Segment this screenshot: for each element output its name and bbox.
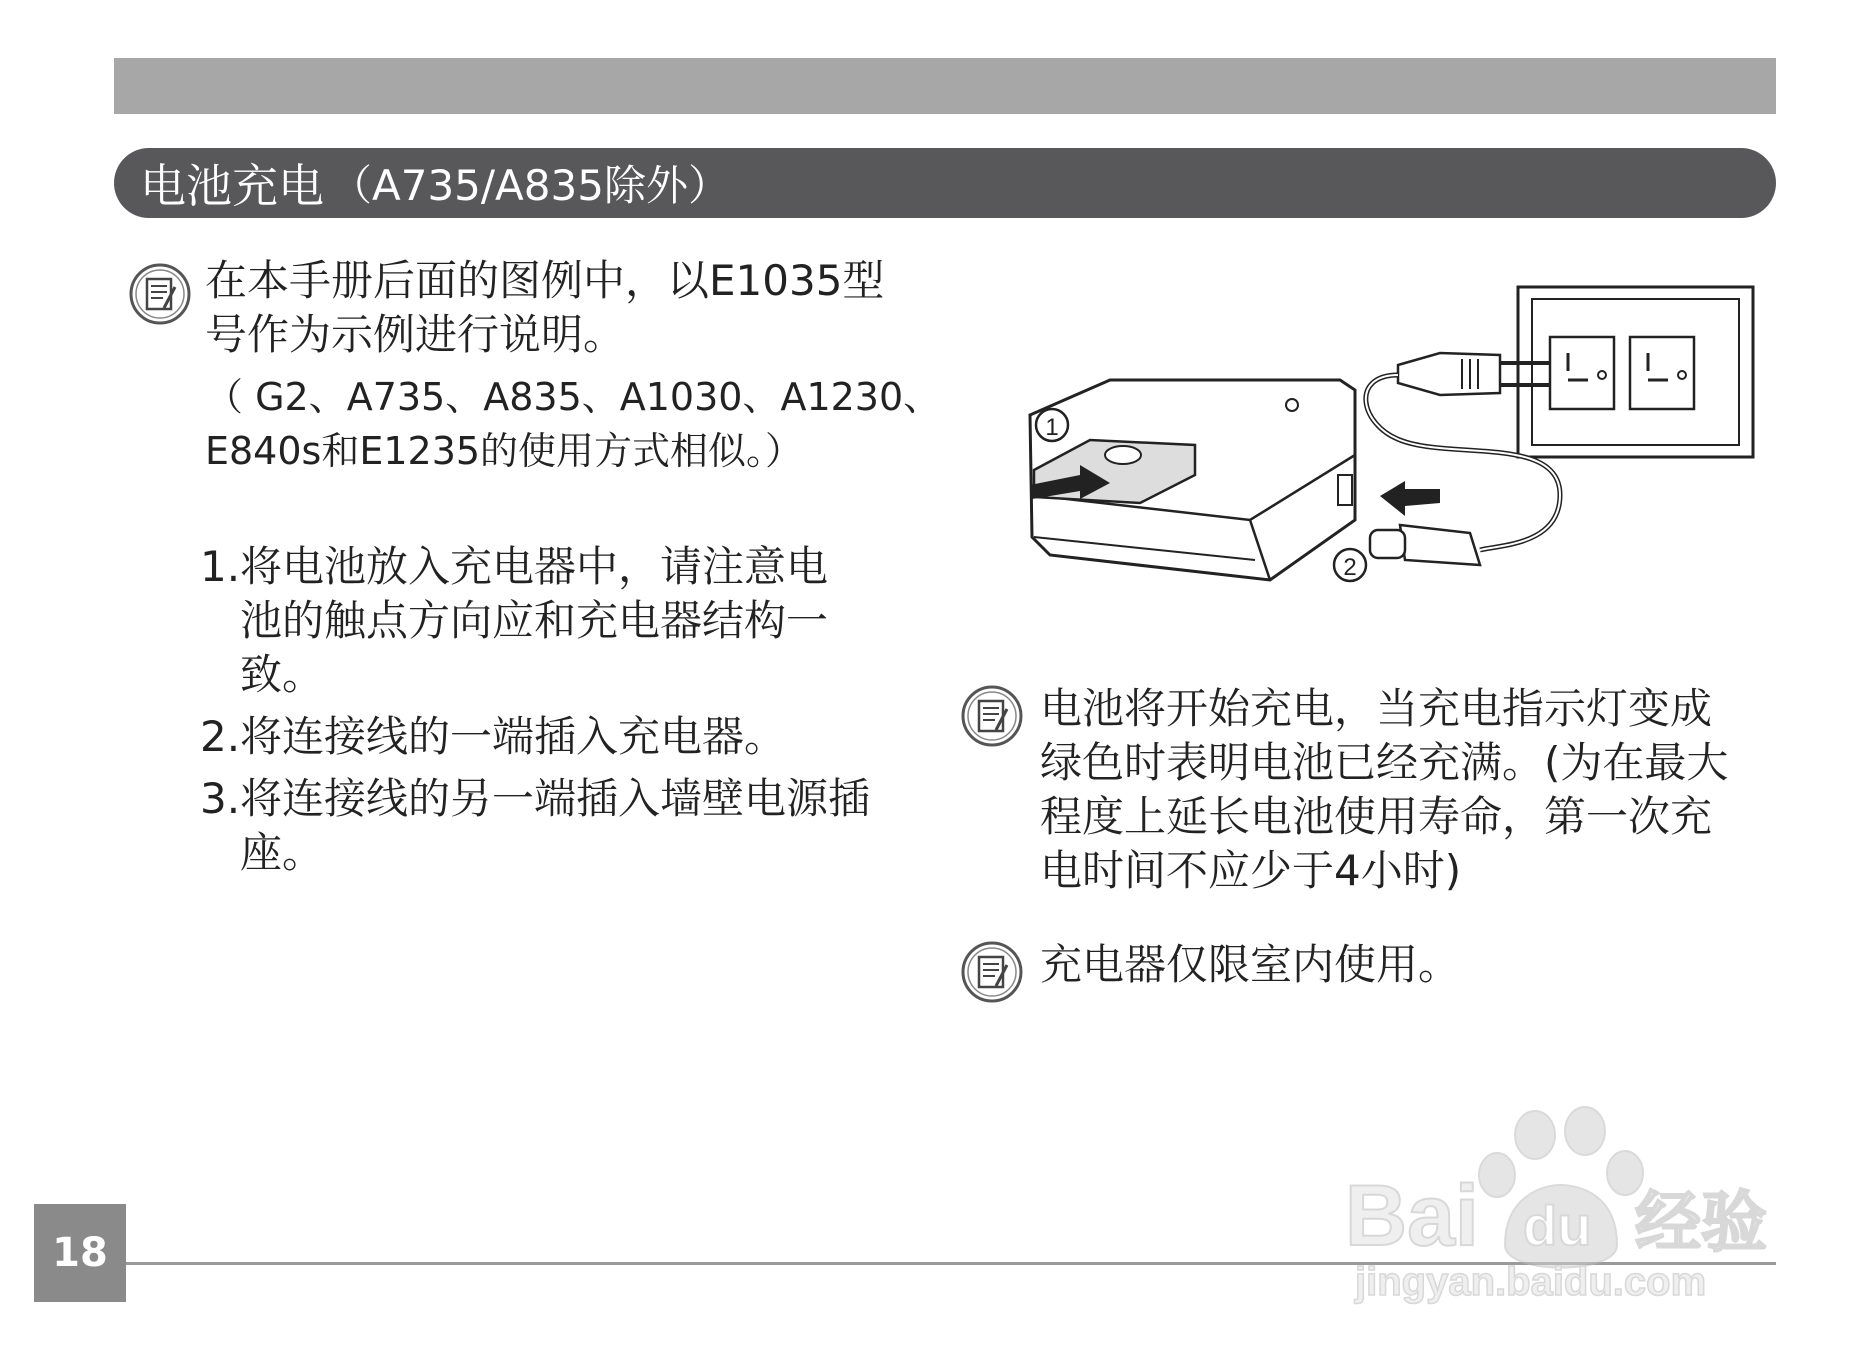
intro-note-sub-line-1: （ G2、A735、A835、A1030、A1230、: [205, 375, 942, 419]
step-1: [200, 540, 828, 702]
step-text-line: 将连接线的另一端插入墙壁电源插: [240, 774, 871, 823]
paw-icon: [1515, 1111, 1555, 1159]
step-3: [200, 772, 870, 880]
charger-illustration: [1020, 275, 1760, 610]
step-text-line: 将电池放入充电器中，请注意电: [240, 542, 829, 591]
step-text-line: 致。: [240, 650, 325, 699]
intro-note-line-1: 在本手册后面的图例中，以E1035型: [205, 256, 885, 305]
intro-note-line-2: 号作为示例进行说明。: [205, 310, 626, 359]
charging-note-line-4: 电时间不应少于4小时): [1040, 846, 1462, 895]
arrow-icon: [1380, 481, 1440, 516]
section-title: 电池充电: [140, 159, 324, 213]
step-number: 1.: [200, 542, 241, 591]
plug: [1398, 353, 1500, 395]
note-icon: [960, 684, 1024, 748]
step-2: [200, 710, 786, 764]
step-text-line: 池的触点方向应和充电器结构一: [240, 596, 829, 645]
cable-connector: [1400, 525, 1480, 565]
section-title-bar: [114, 148, 1776, 218]
indoor-use-note: 充电器仅限室内使用。: [1040, 940, 1461, 989]
watermark-paw-text: du: [1523, 1194, 1592, 1257]
step-text-line: 将连接线的一端插入充电器。: [240, 712, 787, 761]
watermark-suffix: 经验: [1635, 1184, 1767, 1261]
section-title-note: （A735/A835除外）: [330, 161, 730, 210]
marker-2-label: 2: [1343, 554, 1357, 581]
intro-note-sub-line-2: E840s和E1235的使用方式相似。）: [205, 429, 804, 473]
page-number: 18: [34, 1204, 126, 1302]
step-number: 3.: [200, 774, 241, 823]
step-text-line: 座。: [240, 828, 325, 877]
watermark-url: jingyan.baidu.com: [1355, 1260, 1707, 1304]
watermark-brand: Bai: [1345, 1168, 1479, 1264]
note-icon: [960, 940, 1024, 1004]
note-icon: [128, 262, 192, 326]
charging-note-line-3: 程度上延长电池使用寿命，第一次充: [1040, 792, 1713, 841]
header-band: [114, 58, 1776, 114]
step-number: 2.: [200, 712, 241, 761]
baidu-jingyan-watermark: [1345, 1095, 1785, 1305]
charging-note-line-2: 绿色时表明电池已经充满。(为在最大: [1040, 738, 1729, 787]
charging-note-line-1: 电池将开始充电，当充电指示灯变成: [1040, 684, 1713, 733]
marker-1-label: 1: [1045, 414, 1059, 441]
